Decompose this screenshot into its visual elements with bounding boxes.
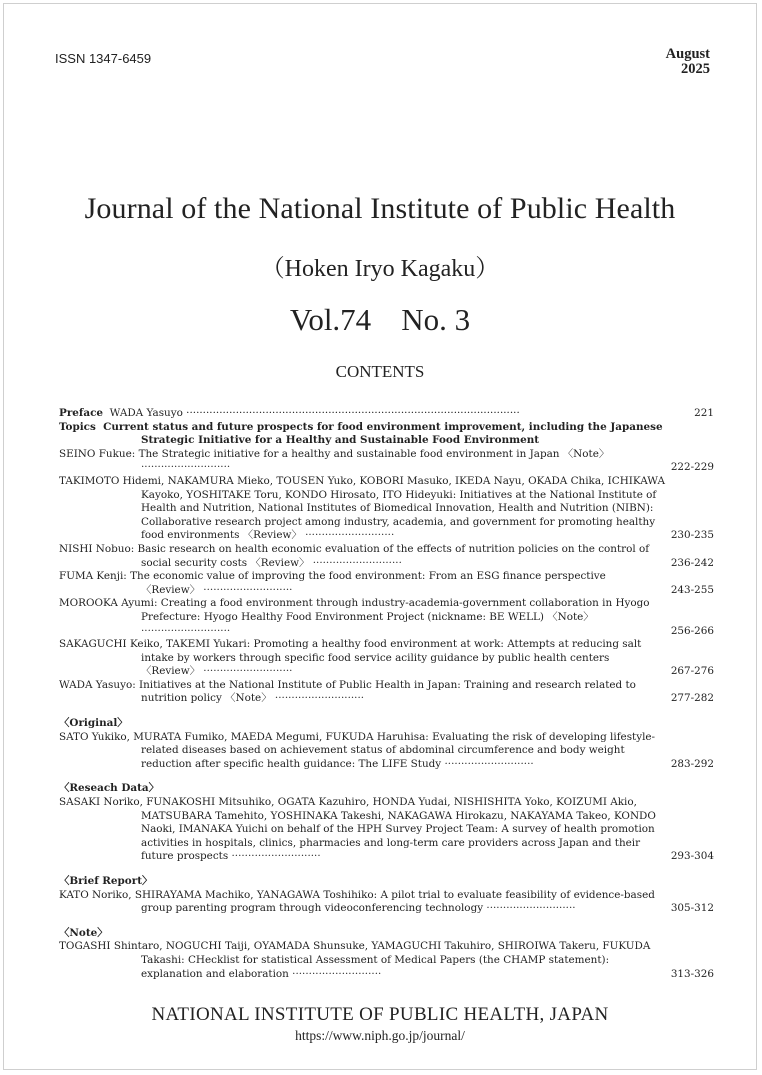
toc-entry[interactable]: [59, 543, 714, 570]
entry-text: TOGASHI Shintaro, NOGUCHI Taiji, OYAMADA Shunsuke, YAMAGUCHI Takuhiro, SHIROIWA Takeru, FUKUDA Takashi: CHecklist for statistical Assessment of Medical Papers (the CHAMP statement): explanation and elaboration: [59, 940, 651, 980]
entry-text: TAKIMOTO Hidemi, NAKAMURA Mieko, TOUSEN Yuko, KOBORI Masuko, IKEDA Nayu, OKADA Chika, ICHIKAWA Kayoko, YOSHITAKE Toru, KONDO Hirosato, ITO Hideyuki: Initiatives at the National Institute of Health and Nutrition, National Institutes of Biomedical Innovation, Health and Nutrition (NIBN): Collaborative research project among industry, academia, and government for promoting healthy food environments 〈Review〉: [59, 474, 665, 542]
entry-pages: 305-312: [670, 902, 714, 915]
toc-entry[interactable]: [59, 570, 714, 597]
journal-subtitle: （Hoken Iryo Kagaku）: [260, 256, 500, 282]
issue-month: August: [665, 46, 710, 62]
toc-entry[interactable]: [59, 475, 714, 543]
entry-text: NISHI Nobuo: Basic research on health economic evaluation of the effects of nutrition policies on the control of social security costs 〈Review〉: [59, 542, 650, 569]
issn: ISSN 1347-6459: [55, 51, 152, 66]
preface-author: WADA Yasuyo: [109, 407, 183, 419]
topics-heading: [59, 421, 714, 448]
topics-title: Current status and future prospects for food environment improvement, including the Japanese Strategic Initiative for a Healthy and Sustainable Food Environment: [103, 420, 663, 447]
entry-pages: 230-235: [670, 529, 714, 542]
volume: Vol.74: [289, 302, 372, 337]
entry-pages: 243-255: [670, 583, 714, 596]
contents-heading: CONTENTS: [335, 362, 425, 381]
leader-dots: ···························: [200, 665, 293, 678]
section-heading: 〈Brief Report〉: [59, 875, 153, 887]
preface-label: Preface: [59, 407, 104, 419]
leader-dots: ···························: [200, 583, 293, 596]
entry-pages: 236-242: [670, 556, 714, 569]
entry-pages: 283-292: [670, 757, 714, 770]
entry-pages: 256-266: [670, 624, 714, 637]
table-of-contents: [59, 407, 714, 981]
leader-dots: ·····································································································: [186, 407, 520, 419]
entry-text: KATO Noriko, SHIRAYAMA Machiko, YANAGAWA Toshihiko: A pilot trial to evaluate feasibility of evidence-based group parenting program through videoconferencing technology: [59, 888, 655, 915]
issue-date: [666, 47, 710, 77]
toc-entry[interactable]: [59, 638, 714, 679]
toc-entry[interactable]: [59, 731, 714, 772]
entry-text: SAKAGUCHI Keiko, TAKEMI Yukari: Promoting a healthy food environment at work: Attempts at reducing salt intake by workers through specific food service acility guidance by public health centers 〈Review〉: [59, 638, 642, 678]
preface-entry[interactable]: [59, 407, 714, 421]
toc-sections: [59, 717, 714, 981]
entry-text: SASAKI Noriko, FUNAKOSHI Mitsuhiko, OGATA Kazuhiro, HONDA Yudai, NISHISHITA Yoko, KOIZUMI Akio, MATSUBARA Tamehito, YOSHINAKA Takeshi, NAKAGAWA Hirokazu, NAKAYAMA Takeo, KONDO Naoki, IMANAKA Yuichi on behalf of the HPH Survey Project Team: A survey of health promotion activities in hospitals, clinics, pharmacies and long-term care providers across Japan and their future prospects: [59, 796, 656, 863]
entry-pages: 222-229: [670, 461, 714, 474]
leader-dots: ···························: [271, 692, 365, 705]
volume-number: [4, 302, 756, 338]
topics-label: Topics: [59, 420, 96, 433]
toc-entry[interactable]: [59, 889, 714, 916]
journal-url[interactable]: https://www.niph.go.jp/journal/: [295, 1028, 465, 1043]
leader-dots: ···························: [301, 529, 395, 542]
leader-dots: ···························: [141, 624, 231, 637]
topic-entries: [59, 448, 714, 706]
toc-entry[interactable]: [59, 796, 714, 864]
toc-entry[interactable]: [59, 597, 714, 638]
entry-pages: 313-326: [670, 967, 714, 980]
leader-dots: ···························: [141, 461, 231, 474]
section-heading: 〈Reseach Data〉: [59, 782, 159, 795]
leader-dots: ···························: [441, 757, 534, 770]
entry-text: SATO Yukiko, MURATA Fumiko, MAEDA Megumi, FUKUDA Haruhisa: Evaluating the risk of developing lifestyle-related diseases based on achievement status of abdominal circumference and body weight reduction after specific health guidance: The LIFE Study: [59, 730, 656, 770]
leader-dots: ···························: [483, 902, 576, 915]
preface-pages: 221: [694, 407, 714, 419]
leader-dots: ···························: [288, 967, 382, 980]
entry-text: MOROOKA Ayumi: Creating a food environment through industry-academia-government collaboration in Hyogo Prefecture: Hyogo Healthy Food Environment Project (nickname: BE WELL) 〈Note〉: [59, 597, 650, 623]
issue-year: 2025: [681, 61, 710, 77]
leader-dots: ···························: [309, 556, 402, 569]
issue-number: No. 3: [401, 302, 471, 337]
entry-pages: 293-304: [670, 850, 714, 863]
entry-text: SEINO Fukue: The Strategic initiative for a healthy and sustainable food environment in Japan 〈Note〉: [59, 447, 610, 460]
entry-text: FUMA Kenji: The economic value of improving the food environment: From an ESG finance perspective 〈Review〉: [59, 570, 606, 596]
entry-pages: 277-282: [670, 692, 714, 705]
section-heading: 〈Note〉: [59, 926, 108, 939]
journal-contents-page: [3, 3, 757, 1070]
publisher-name: NATIONAL INSTITUTE OF PUBLIC HEALTH, JAPAN: [151, 1004, 609, 1025]
entry-pages: 267-276: [670, 665, 714, 678]
toc-entry[interactable]: [59, 448, 714, 475]
toc-entry[interactable]: [59, 940, 714, 981]
journal-title: Journal of the National Institute of Public Health: [84, 192, 676, 225]
entry-text: WADA Yasuyo: Initiatives at the National Institute of Public Health in Japan: Training and research related to nutrition policy 〈Note〉: [59, 678, 636, 705]
section-heading: 〈Original〉: [59, 717, 128, 730]
leader-dots: ···························: [228, 850, 321, 863]
toc-entry[interactable]: [59, 679, 714, 706]
